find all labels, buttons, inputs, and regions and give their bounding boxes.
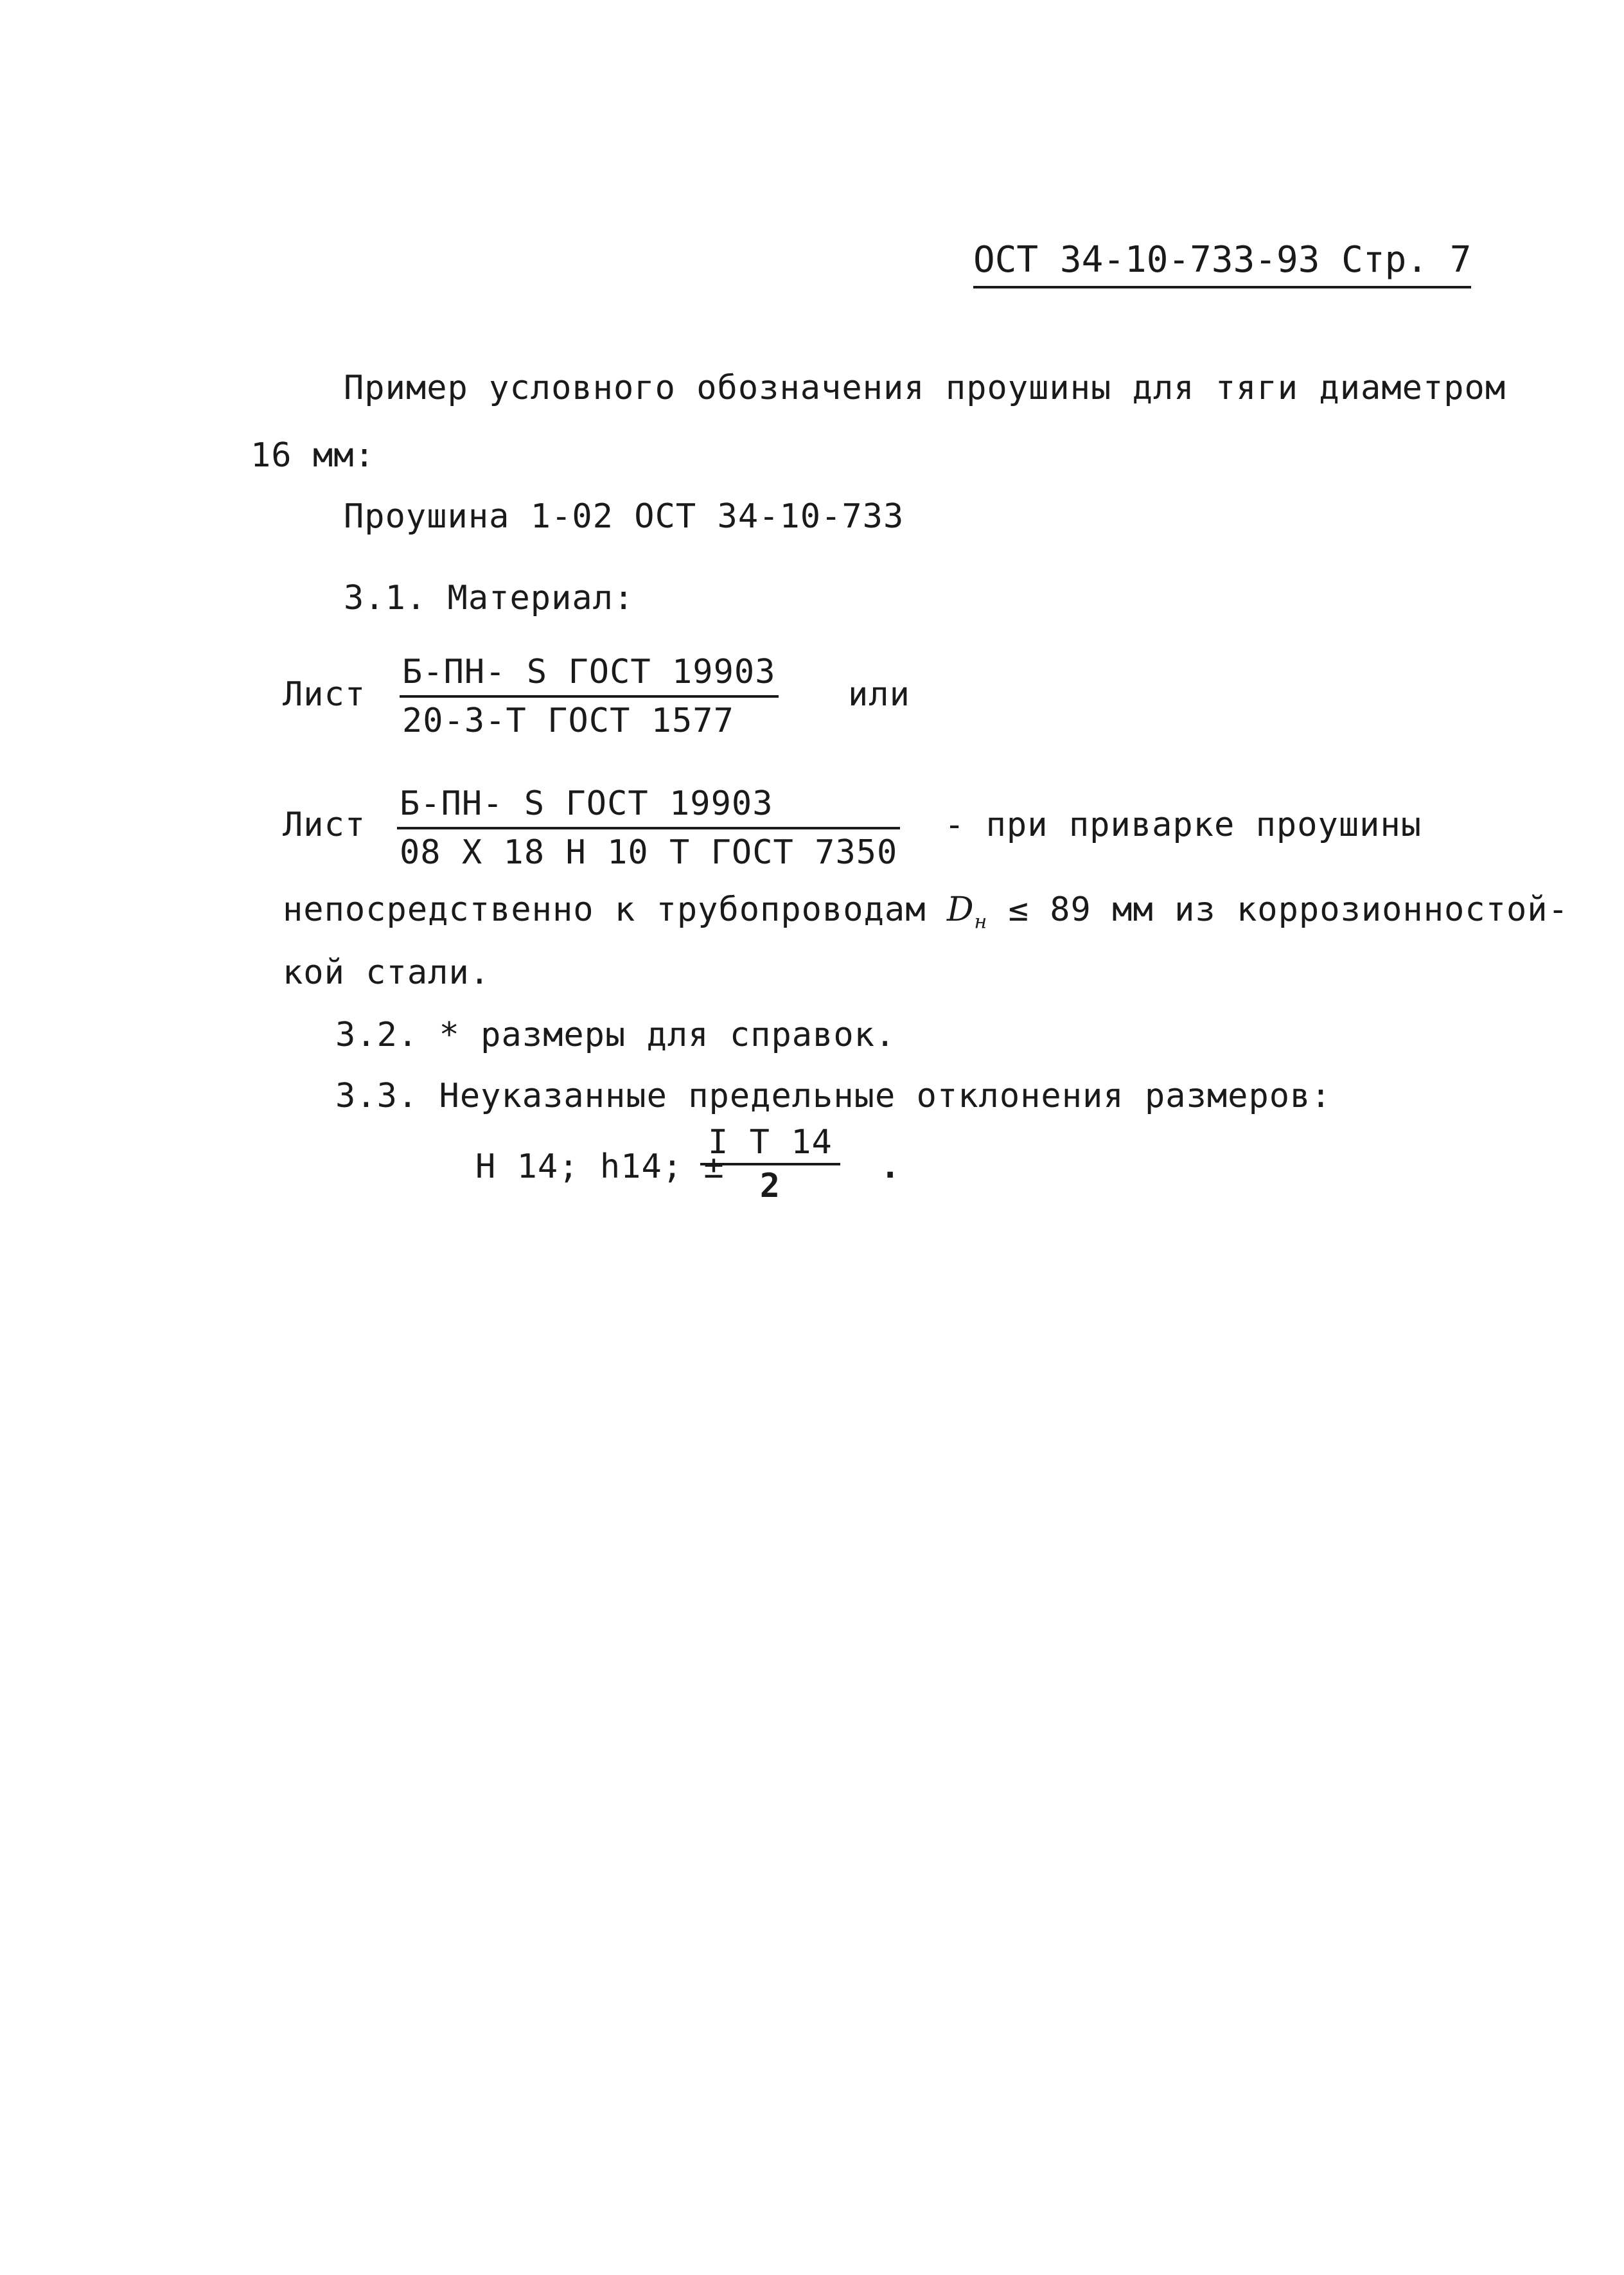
material-continuation-2: кой стали. xyxy=(283,953,491,992)
material-row-1-suffix: или xyxy=(848,675,910,714)
section-3-2: 3.2. * размеры для справок. xyxy=(335,1016,896,1054)
tolerance-formula-fraction xyxy=(700,1123,840,1205)
example-line-2: 16 мм: xyxy=(251,436,375,475)
example-line-1: Пример условного обозначения проушины для тяги диаметром xyxy=(344,369,1506,407)
material-row-2-fraction xyxy=(397,784,900,872)
tolerance-formula-numerator: I T 14 xyxy=(700,1126,840,1165)
continuation-text-after: ≤ 89 мм из коррозионностой- xyxy=(1008,890,1569,929)
tolerance-formula-denominator: 2 xyxy=(759,1167,781,1205)
page-header: ОСТ 34-10-733-93 Стр. 7 xyxy=(973,239,1471,288)
material-row-2-numerator: Б-ПН- S ГОСТ 19903 xyxy=(397,787,900,829)
material-row-2-label: Лист xyxy=(283,806,366,844)
material-row-2-suffix: - при приварке проушины xyxy=(944,806,1422,844)
material-row-1-numerator: Б-ПН- S ГОСТ 19903 xyxy=(400,655,779,698)
material-row-2-denominator: 08 Х 18 Н 10 Т ГОСТ 7350 xyxy=(400,833,898,872)
tolerance-formula-suffix: . xyxy=(880,1147,901,1186)
continuation-text-before: непосредственно к трубопроводам xyxy=(283,890,926,929)
nominal-diameter-symbol: $D_н$ xyxy=(946,890,988,934)
section-3-3: 3.3. Неуказанные предельные отклонения размеров: xyxy=(335,1077,1332,1115)
material-row-1-fraction xyxy=(400,655,779,738)
material-continuation-1 xyxy=(283,890,1569,934)
tolerance-formula-prefix: Н 14; h14; ± xyxy=(475,1147,725,1186)
section-3-1-title: 3.1. Материал: xyxy=(344,579,635,617)
material-row-1-denominator: 20-3-Т ГОСТ 1577 xyxy=(402,702,734,740)
example-designation: Проушина 1-02 ОСТ 34-10-733 xyxy=(344,497,905,536)
material-row-1-label: Лист xyxy=(283,675,366,714)
